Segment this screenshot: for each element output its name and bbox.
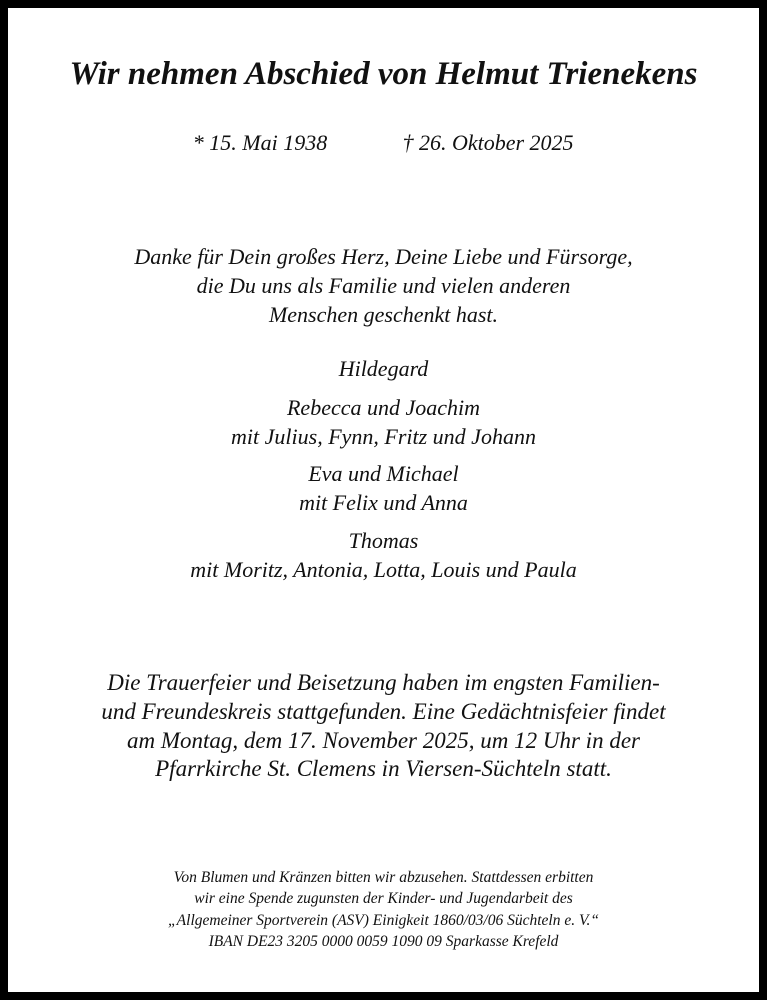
- dedication-line: die Du uns als Familie und vielen anderen: [196, 273, 571, 298]
- dedication-line: Menschen geschenkt hast.: [268, 302, 499, 327]
- mourner-line: Hildegard: [338, 356, 429, 381]
- mourner-line: mit Moritz, Antonia, Lotta, Louis und Paula: [190, 557, 577, 582]
- notice-title: Wir nehmen Abschied von Helmut Trienekens: [69, 56, 698, 92]
- service-line: am Montag, dem 17. November 2025, um 12 Uhr in der: [127, 728, 640, 753]
- birth-date: * 15. Mai 1938: [192, 130, 328, 155]
- mourner-line: mit Julius, Fynn, Fritz und Johann: [231, 424, 536, 449]
- donation-line: „Allgemeiner Sportverein (ASV) Einigkeit 1860/03/06 Süchteln e. V.“: [168, 912, 599, 929]
- donation-line: Von Blumen und Kränzen bitten wir abzusehen. Stattdessen erbitten: [173, 869, 594, 886]
- mourner-line: Eva und Michael: [308, 461, 459, 486]
- mourner-line: Rebecca und Joachim: [286, 395, 481, 420]
- donation-iban: IBAN DE23 3205 0000 0059 1090 09 Sparkasse Krefeld: [208, 933, 559, 950]
- donation-line: wir eine Spende zugunsten der Kinder- und Jugendarbeit des: [194, 890, 573, 907]
- mourner-line: Thomas: [348, 528, 419, 553]
- mourner-line: mit Felix und Anna: [299, 490, 468, 515]
- service-line: Pfarrkirche St. Clemens in Viersen-Süchteln statt.: [155, 756, 612, 781]
- service-line: Die Trauerfeier und Beisetzung haben im engsten Familien-: [107, 670, 660, 695]
- dedication-line: Danke für Dein großes Herz, Deine Liebe und Fürsorge,: [134, 244, 633, 269]
- service-line: und Freundeskreis stattgefunden. Eine Gedächtnisfeier findet: [101, 699, 666, 724]
- death-date: † 26. Oktober 2025: [402, 130, 574, 155]
